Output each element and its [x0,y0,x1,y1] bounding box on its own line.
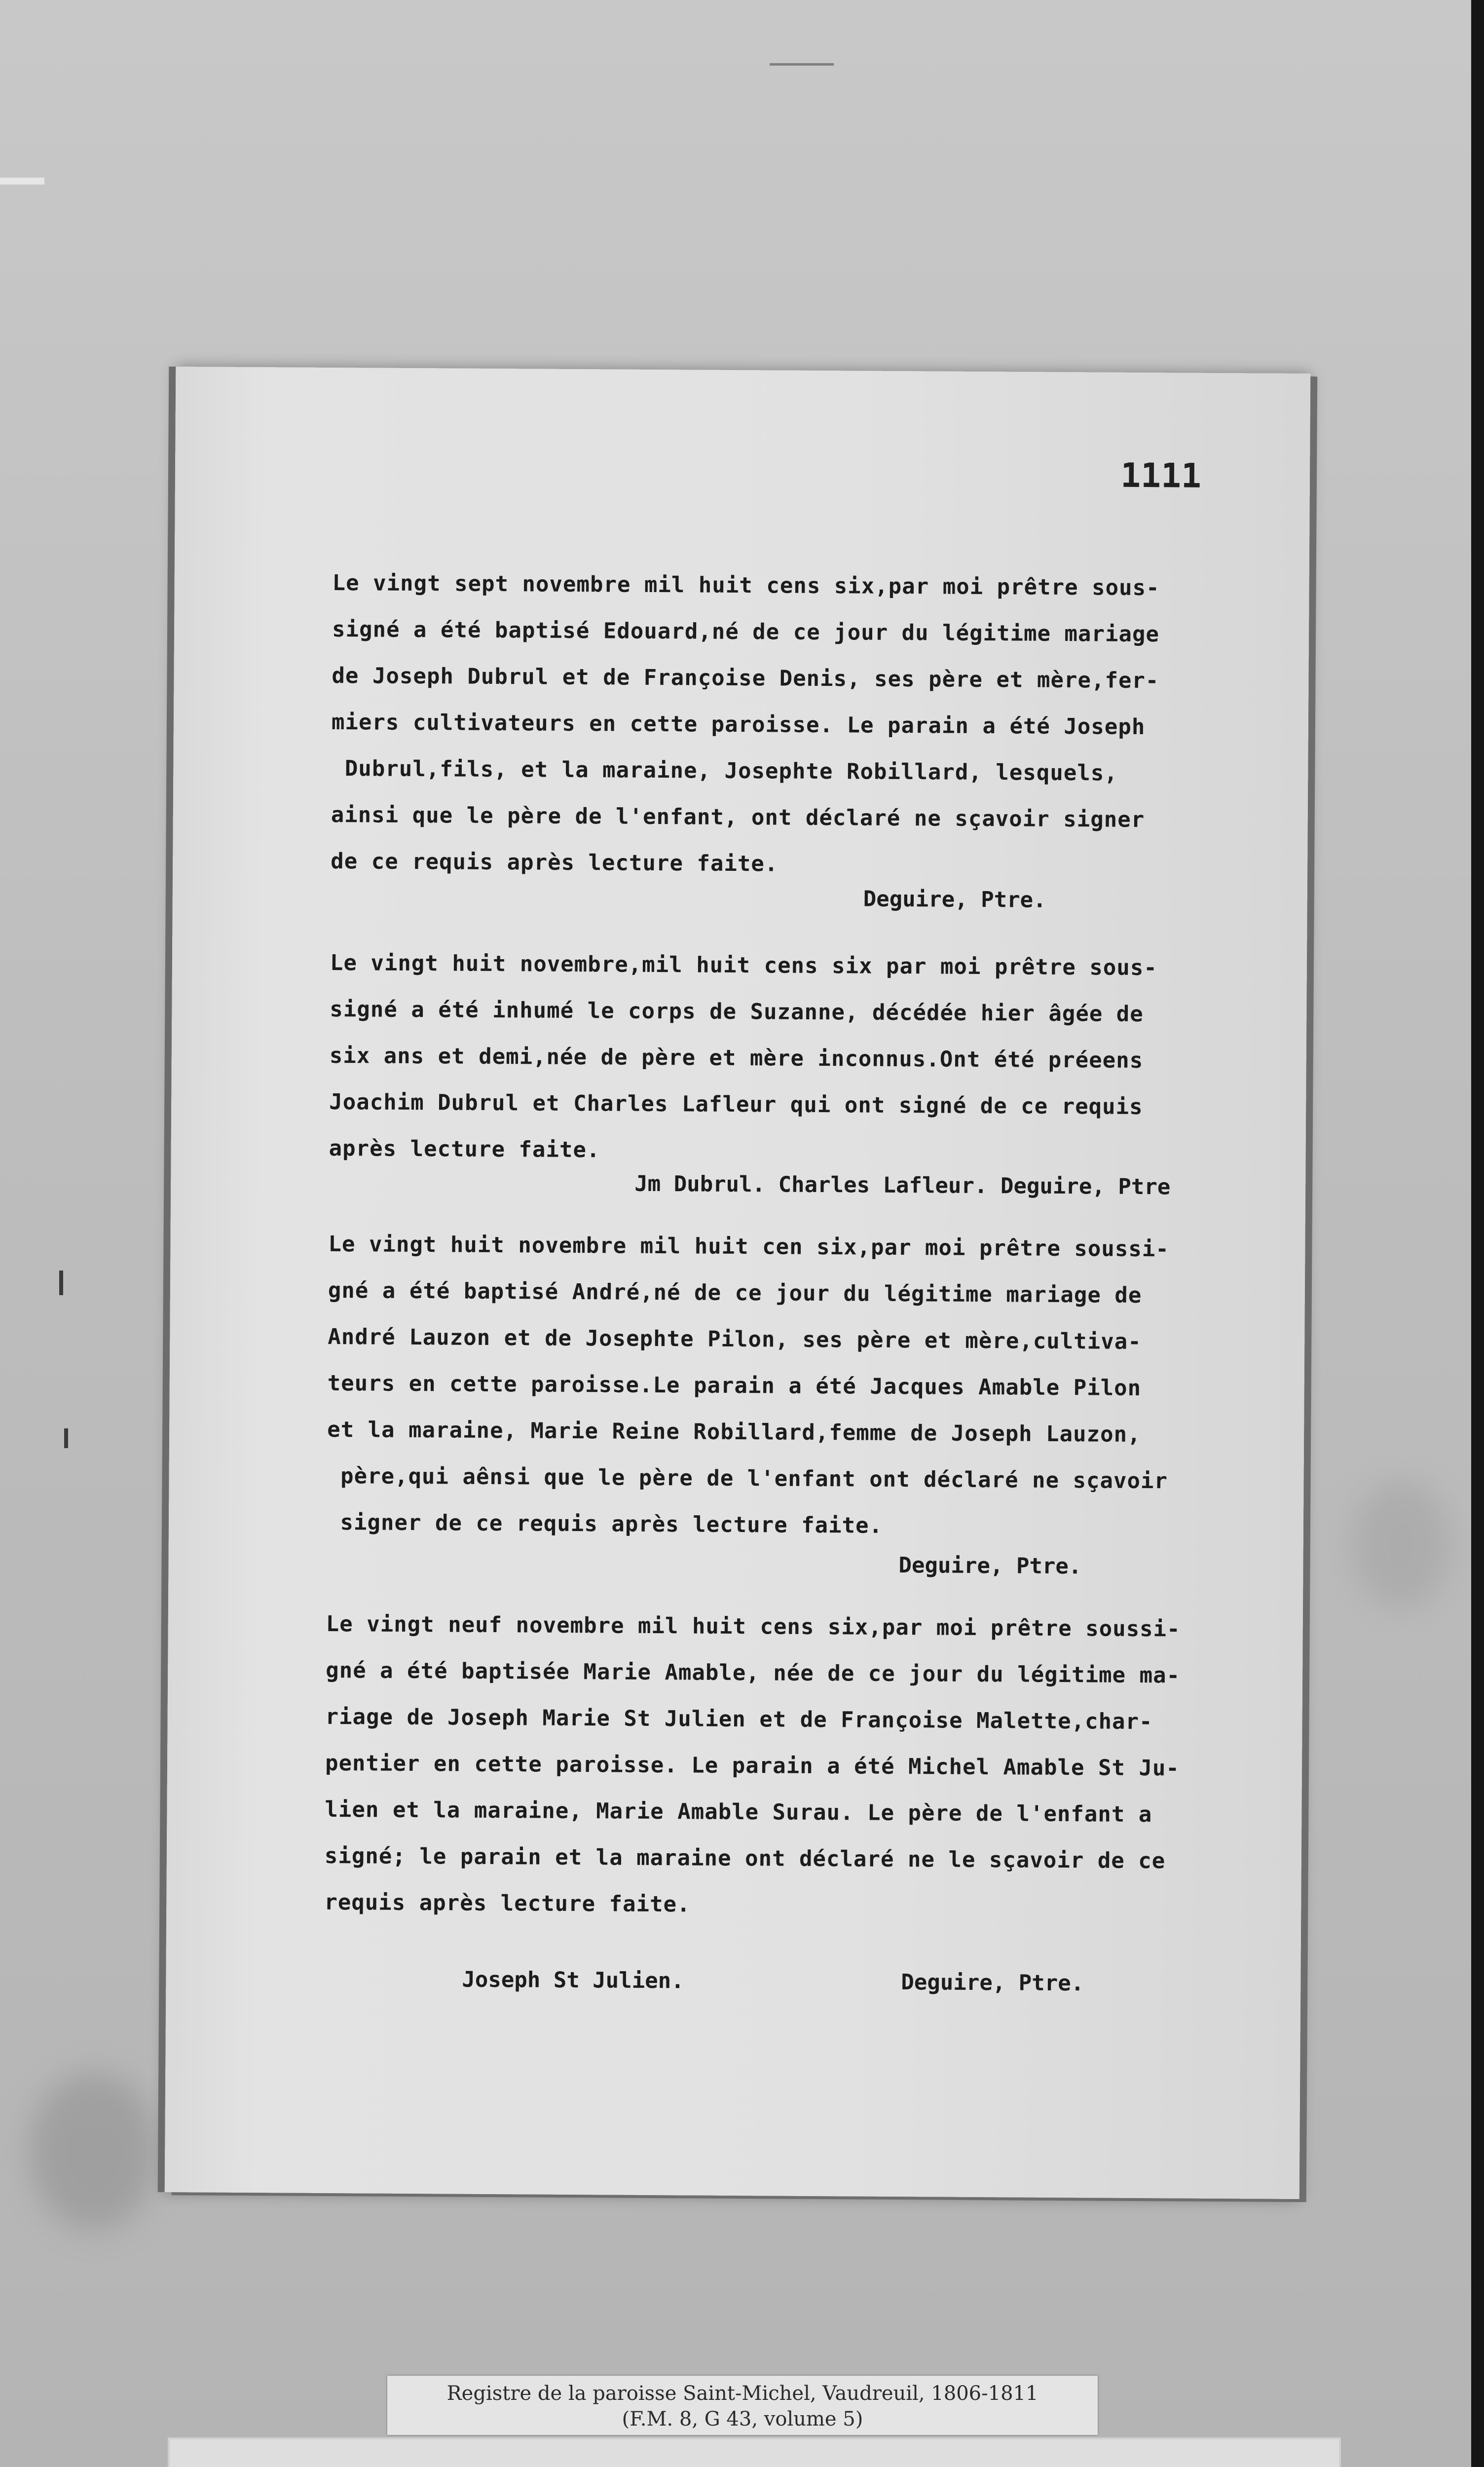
entry-line: ainsi que le père de l'enfant, ont déclaré ne sçavoir signer [331,802,1145,833]
entry-line: Le vingt sept novembre mil huit cens six,par moi prêtre sous- [332,570,1160,601]
film-scratch [770,63,834,66]
entry-line: Le vingt huit novembre mil huit cen six,par moi prêtre soussi- [328,1231,1169,1262]
entry-line: Le vingt neuf novembre mil huit cens six,par moi prêtre soussi- [326,1611,1181,1642]
priest-signature: Deguire, Ptre. [898,1553,1082,1579]
entry-line: Joachim Dubrul et Charles Lafleur qui ont signé de ce requis [329,1089,1143,1120]
entry-line: père,qui aênsi que le père de l'enfant ont déclaré ne sçavoir [327,1463,1168,1494]
priest-signature: Deguire, Ptre. [863,886,1046,913]
register-title: Registre de la paroisse Saint-Michel, Vaudreuil, 1806-1811 [446,2382,1039,2405]
entry-line: après lecture faite. [329,1135,600,1163]
archives-board [168,2437,1341,2467]
film-scratch [59,1271,63,1295]
film-smudge [30,2072,158,2230]
entry-line: signé a été inhumé le corps de Suzanne, décédée hier âgée de [330,996,1144,1027]
entry-line: miers cultivateurs en cette paroisse. Le parain a été Joseph [331,709,1146,740]
entry-line: signer de ce requis après lecture faite. [326,1509,883,1538]
register-entry [331,560,1221,890]
film-scratch [64,1428,68,1448]
film-smudge [1352,1480,1450,1608]
register-reference: (F.M. 8, G 43, volume 5) [622,2408,863,2430]
register-entry [329,940,1218,1177]
witness-signatures: Jm Dubrul. Charles Lafleur. Deguire, Ptre [634,1171,1171,1200]
parent-signature: Joseph St Julien. [462,1967,684,1994]
entry-line: Le vingt huit novembre,mil huit cens six par moi prêtre sous- [330,950,1157,981]
page-number: 1111 [1120,456,1202,496]
entry-line: requis après lecture faite. [324,1889,691,1917]
entry-line: de ce requis après lecture faite. [331,848,779,877]
entry-line: lien et la maraine, Marie Amable Surau. Le père de l'enfant a [325,1796,1152,1828]
entry-line: signé a été baptisé Edouard,né de ce jour du légitime mariage [332,616,1160,647]
priest-signature: Deguire, Ptre. [901,1970,1084,1996]
entry-line: six ans et demi,née de père et mère inconnus.Ont été préeens [329,1043,1144,1074]
entry-line: gné a été baptisée Marie Amable, née de ce jour du légitime ma- [326,1657,1181,1688]
entry-line: teurs en cette paroisse.Le parain a été Jacques Amable Pilon [327,1370,1142,1401]
entry-line: riage de Joseph Marie St Julien et de Françoise Malette,char- [325,1704,1153,1735]
entry-line: de Joseph Dubrul et de Françoise Denis, ses père et mère,fer- [332,663,1159,694]
register-entry [327,1221,1217,1551]
entry-line: signé; le parain et la maraine ont déclaré ne le sçavoir de ce [324,1843,1166,1874]
entry-line: Dubrul,fils, et la maraine, Josephte Robillard, lesquels, [331,755,1118,786]
register-page [165,367,1311,2199]
film-scratch [0,178,44,185]
entry-line: André Lauzon et de Josephte Pilon, ses père et mère,cultiva- [328,1324,1142,1355]
register-label [387,2376,1098,2435]
entry-line: pentier en cette paroisse. Le parain a été Michel Amable St Ju- [325,1750,1180,1781]
film-edge [1471,0,1484,2467]
register-entry [324,1601,1214,1931]
entry-line: et la maraine, Marie Reine Robillard,femme de Joseph Lauzon, [327,1417,1141,1447]
entry-line: gné a été baptisé André,né de ce jour du légitime mariage de [328,1277,1142,1308]
